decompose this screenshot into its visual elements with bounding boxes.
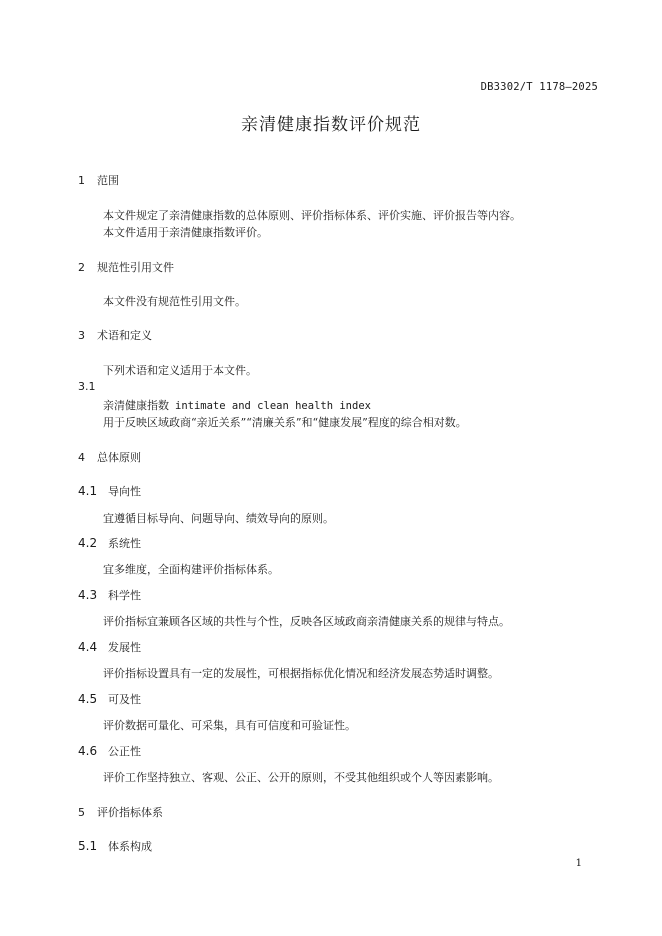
clause-number: 4.3 [78,588,98,602]
term-english: intimate and clean health index [175,400,371,412]
clause-number: 4.6 [78,744,98,758]
clause-4-5-text: 评价数据可量化、可采集，具有可信度和可验证性。 [103,719,356,732]
clause-4-5-heading [78,691,141,707]
section-number: 3 [78,329,85,342]
clause-4-6-heading [78,743,141,759]
term-entry [103,397,371,413]
document-title: 亲清健康指数评价规范 [241,115,421,135]
section-3-heading [78,327,152,343]
section-2-heading [78,259,174,275]
clause-4-1-heading [78,483,141,499]
section-title: 评价指标体系 [97,806,163,819]
clause-title: 体系构成 [108,840,152,853]
clause-number: 4.1 [78,484,98,498]
clause-4-2-text: 宜多维度，全面构建评价指标体系。 [103,563,279,576]
standard-number: DB3302/T 1178—2025 [480,81,598,93]
clause-4-4-text: 评价指标设置具有一定的发展性，可根据指标优化情况和经济发展态势适时调整。 [103,667,499,680]
clause-4-3-text: 评价指标宜兼顾各区域的共性与个性，反映各区域政商亲清健康关系的规律与特点。 [103,615,510,628]
clause-number: 5.1 [78,839,98,853]
section-title: 术语和定义 [97,329,152,342]
section-1-heading [78,172,119,188]
section-number: 1 [78,174,85,187]
section-5-heading [78,804,163,820]
section-1-paragraph-1: 本文件规定了亲清健康指数的总体原则、评价指标体系、评价实施、评价报告等内容。 [103,209,521,222]
clause-4-6-text: 评价工作坚持独立、客观、公正、公开的原则，不受其他组织或个人等因素影响。 [103,771,499,784]
term-chinese: 亲清健康指数 [103,399,169,412]
clause-title: 发展性 [108,641,141,654]
section-title: 规范性引用文件 [97,261,174,274]
section-2-paragraph-1: 本文件没有规范性引用文件。 [103,295,246,308]
section-4-heading [78,449,141,465]
clause-title: 导向性 [108,485,141,498]
clause-4-3-heading [78,587,141,603]
clause-title: 可及性 [108,693,141,706]
section-number: 2 [78,261,85,274]
section-number: 4 [78,451,85,464]
clause-5-1-heading [78,838,152,854]
clause-number: 4.4 [78,640,98,654]
term-definition: 用于反映区域政商“亲近关系”“清廉关系”和“健康发展”程度的综合相对数。 [103,416,467,429]
clause-4-1-text: 宜遵循目标导向、问题导向、绩效导向的原则。 [103,512,334,525]
section-1-paragraph-2: 本文件适用于亲清健康指数评价。 [103,226,268,239]
clause-title: 科学性 [108,589,141,602]
clause-number: 4.2 [78,536,98,550]
clause-4-4-heading [78,639,141,655]
section-number: 5 [78,806,85,819]
section-title: 总体原则 [97,451,141,464]
clause-number: 4.5 [78,692,98,706]
page-number: 1 [575,858,582,869]
section-3-paragraph-1: 下列术语和定义适用于本文件。 [103,364,257,377]
term-number: 3.1 [78,380,96,393]
clause-4-2-heading [78,535,141,551]
clause-title: 公正性 [108,745,141,758]
clause-title: 系统性 [108,537,141,550]
section-title: 范围 [97,174,119,187]
